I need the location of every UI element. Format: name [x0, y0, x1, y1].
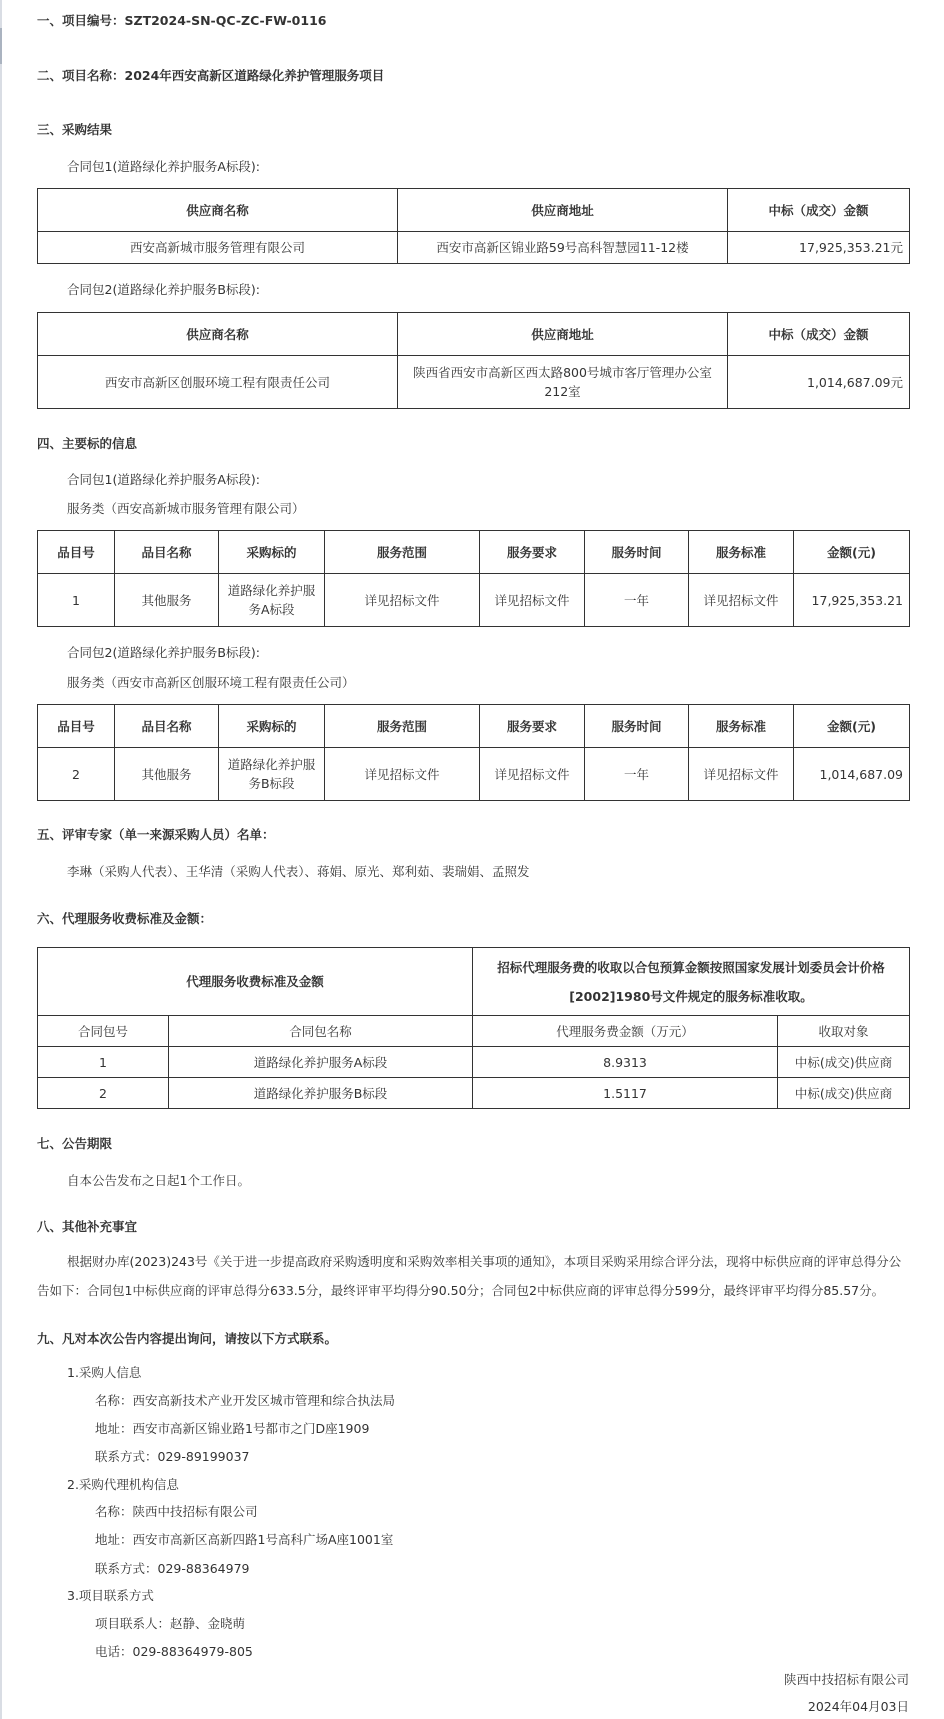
result-table-package2	[37, 312, 910, 409]
requirement-cell: 详见招标文件	[480, 574, 585, 627]
header-item-name: 品目名称	[115, 531, 219, 574]
notice-period-heading: 七、公告期限	[37, 1136, 113, 1151]
supplier-address-cell: 陕西省西安市高新区西太路800号城市客厅管理办公室212室	[398, 356, 728, 409]
result-package1-label: 合同包1(道路绿化养护服务A标段):	[67, 159, 260, 174]
header-supplier-address: 供应商地址	[398, 313, 728, 356]
header-scope: 服务范围	[325, 531, 480, 574]
duration-cell: 一年	[585, 748, 689, 801]
header-standard: 服务标准	[689, 705, 794, 748]
fee-standard-text: 招标代理服务费的收取以合包预算金额按照国家发展计划委员会计价格[2002]1980号文件规定的服务标准收取。	[473, 948, 910, 1016]
item-no-cell: 1	[38, 574, 115, 627]
header-payer: 收取对象	[778, 1016, 910, 1047]
supplier-address-cell: 西安市高新区锦业路59号高科智慧园11-12楼	[398, 232, 728, 264]
header-subject: 采购标的	[219, 705, 325, 748]
header-package-name: 合同包名称	[169, 1016, 473, 1047]
package-no-cell: 2	[38, 1078, 169, 1109]
header-scope: 服务范围	[325, 705, 480, 748]
signature-date: 2024年04月03日	[807, 1699, 909, 1714]
subject-package1-type: 服务类（西安高新城市服务管理有限公司）	[67, 501, 305, 516]
buyer-name: 名称：西安高新技术产业开发区城市管理和综合执法局	[95, 1393, 396, 1408]
payer-cell: 中标(成交)供应商	[778, 1078, 910, 1109]
subject-cell: 道路绿化养护服务A标段	[219, 574, 325, 627]
procurement-result-heading: 三、采购结果	[37, 122, 113, 137]
subject-package1-label: 合同包1(道路绿化养护服务A标段):	[67, 472, 260, 487]
package-name-cell: 道路绿化养护服务B标段	[169, 1078, 473, 1109]
agent-name: 名称：陕西中技招标有限公司	[95, 1504, 258, 1519]
header-item-no: 品目号	[38, 531, 115, 574]
supplier-name-cell: 西安市高新区创服环境工程有限责任公司	[38, 356, 398, 409]
table-row	[38, 748, 910, 801]
agency-fee-table	[37, 947, 910, 1109]
scope-cell: 详见招标文件	[325, 748, 480, 801]
signature-company: 陕西中技招标有限公司	[783, 1672, 909, 1687]
amount-cell: 17,925,353.21	[794, 574, 910, 627]
project-number-label: 一、项目编号：	[37, 13, 125, 28]
header-award-amount: 中标（成交）金额	[728, 313, 910, 356]
subject-info-heading: 四、主要标的信息	[37, 436, 138, 451]
project-contact-title: 3.项目联系方式	[67, 1588, 154, 1603]
buyer-phone: 联系方式：029-89199037	[95, 1449, 250, 1464]
duration-cell: 一年	[585, 574, 689, 627]
result-table-package1	[37, 188, 910, 264]
table-row	[38, 1078, 910, 1109]
table-row	[38, 356, 910, 409]
table-header-row	[38, 1016, 910, 1047]
header-requirement: 服务要求	[480, 531, 585, 574]
header-requirement: 服务要求	[480, 705, 585, 748]
fee-standard-row	[38, 948, 910, 1016]
amount-cell: 1,014,687.09	[794, 748, 910, 801]
supplier-name-cell: 西安高新城市服务管理有限公司	[38, 232, 398, 264]
agency-fee-heading: 六、代理服务收费标准及金额：	[37, 911, 213, 926]
subject-cell: 道路绿化养护服务B标段	[219, 748, 325, 801]
project-name-heading	[37, 66, 384, 84]
project-name-label: 二、项目名称：	[37, 68, 125, 83]
header-standard: 服务标准	[689, 531, 794, 574]
agent-phone: 联系方式：029-88364979	[95, 1561, 250, 1576]
fee-standard-label: 代理服务收费标准及金额	[38, 948, 473, 1016]
project-number-heading	[37, 11, 326, 29]
item-name-cell: 其他服务	[115, 748, 219, 801]
left-edge-marker	[0, 28, 2, 64]
experts-list: 李琳（采购人代表）、王华清（采购人代表）、蒋娟、原光、郑利茹、裴瑞娟、孟照发	[67, 864, 530, 879]
table-row	[38, 574, 910, 627]
project-number-value: SZT2024-SN-QC-ZC-FW-0116	[124, 13, 327, 28]
left-edge-bar	[0, 0, 2, 1719]
standard-cell: 详见招标文件	[689, 748, 794, 801]
agent-address: 地址：西安市高新区高新四路1号高科广场A座1001室	[95, 1532, 394, 1547]
header-amount: 金额(元)	[794, 705, 910, 748]
other-matters-text: 根据财办库(2023)243号《关于进一步提高政府采购透明度和采购效率相关事项的通知》，本项目采购采用综合评分法，现将中标供应商的评审总得分公告如下：合同包1中标供应商的评审总得分633.5分，最终评审平均得分90.50分；合同包2中标供应商的评审总得分599分，最终评审平均得分85.57分。	[37, 1254, 902, 1298]
header-award-amount: 中标（成交）金额	[728, 189, 910, 232]
fee-amount-cell: 1.5117	[473, 1078, 778, 1109]
table-header-row	[38, 531, 910, 574]
header-supplier-name: 供应商名称	[38, 313, 398, 356]
table-header-row	[38, 313, 910, 356]
header-supplier-address: 供应商地址	[398, 189, 728, 232]
header-item-no: 品目号	[38, 705, 115, 748]
award-amount-cell: 1,014,687.09元	[728, 356, 910, 409]
header-amount: 金额(元)	[794, 531, 910, 574]
package-name-cell: 道路绿化养护服务A标段	[169, 1047, 473, 1078]
project-name-value: 2024年西安高新区道路绿化养护管理服务项目	[124, 68, 385, 83]
table-row	[38, 1047, 910, 1078]
standard-cell: 详见招标文件	[689, 574, 794, 627]
payer-cell: 中标(成交)供应商	[778, 1047, 910, 1078]
experts-heading: 五、评审专家（单一来源采购人员）名单：	[37, 827, 275, 842]
buyer-address: 地址：西安市高新区锦业路1号都市之门D座1909	[95, 1421, 370, 1436]
header-item-name: 品目名称	[115, 705, 219, 748]
project-contact-phone: 电话：029-88364979-805	[95, 1644, 253, 1659]
award-amount-cell: 17,925,353.21元	[728, 232, 910, 264]
item-no-cell: 2	[38, 748, 115, 801]
subject-table-package1	[37, 530, 910, 627]
header-duration: 服务时间	[585, 705, 689, 748]
buyer-info-title: 1.采购人信息	[67, 1365, 142, 1380]
table-header-row	[38, 189, 910, 232]
header-subject: 采购标的	[219, 531, 325, 574]
result-package2-label: 合同包2(道路绿化养护服务B标段):	[67, 282, 260, 297]
package-no-cell: 1	[38, 1047, 169, 1078]
table-row	[38, 232, 910, 264]
header-fee-amount: 代理服务费金额（万元）	[473, 1016, 778, 1047]
subject-table-package2	[37, 704, 910, 801]
table-header-row	[38, 705, 910, 748]
subject-package2-type: 服务类（西安市高新区创服环境工程有限责任公司）	[67, 675, 355, 690]
notice-period-text: 自本公告发布之日起1个工作日。	[67, 1173, 250, 1188]
header-supplier-name: 供应商名称	[38, 189, 398, 232]
project-contact-person: 项目联系人：赵静、金晓萌	[95, 1616, 246, 1631]
header-duration: 服务时间	[585, 531, 689, 574]
fee-amount-cell: 8.9313	[473, 1047, 778, 1078]
agent-info-title: 2.采购代理机构信息	[67, 1477, 179, 1492]
header-package-no: 合同包号	[38, 1016, 169, 1047]
other-matters-heading: 八、其他补充事宜	[37, 1219, 138, 1234]
scope-cell: 详见招标文件	[325, 574, 480, 627]
requirement-cell: 详见招标文件	[480, 748, 585, 801]
contact-heading: 九、凡对本次公告内容提出询问，请按以下方式联系。	[37, 1331, 338, 1346]
item-name-cell: 其他服务	[115, 574, 219, 627]
subject-package2-label: 合同包2(道路绿化养护服务B标段):	[67, 645, 260, 660]
